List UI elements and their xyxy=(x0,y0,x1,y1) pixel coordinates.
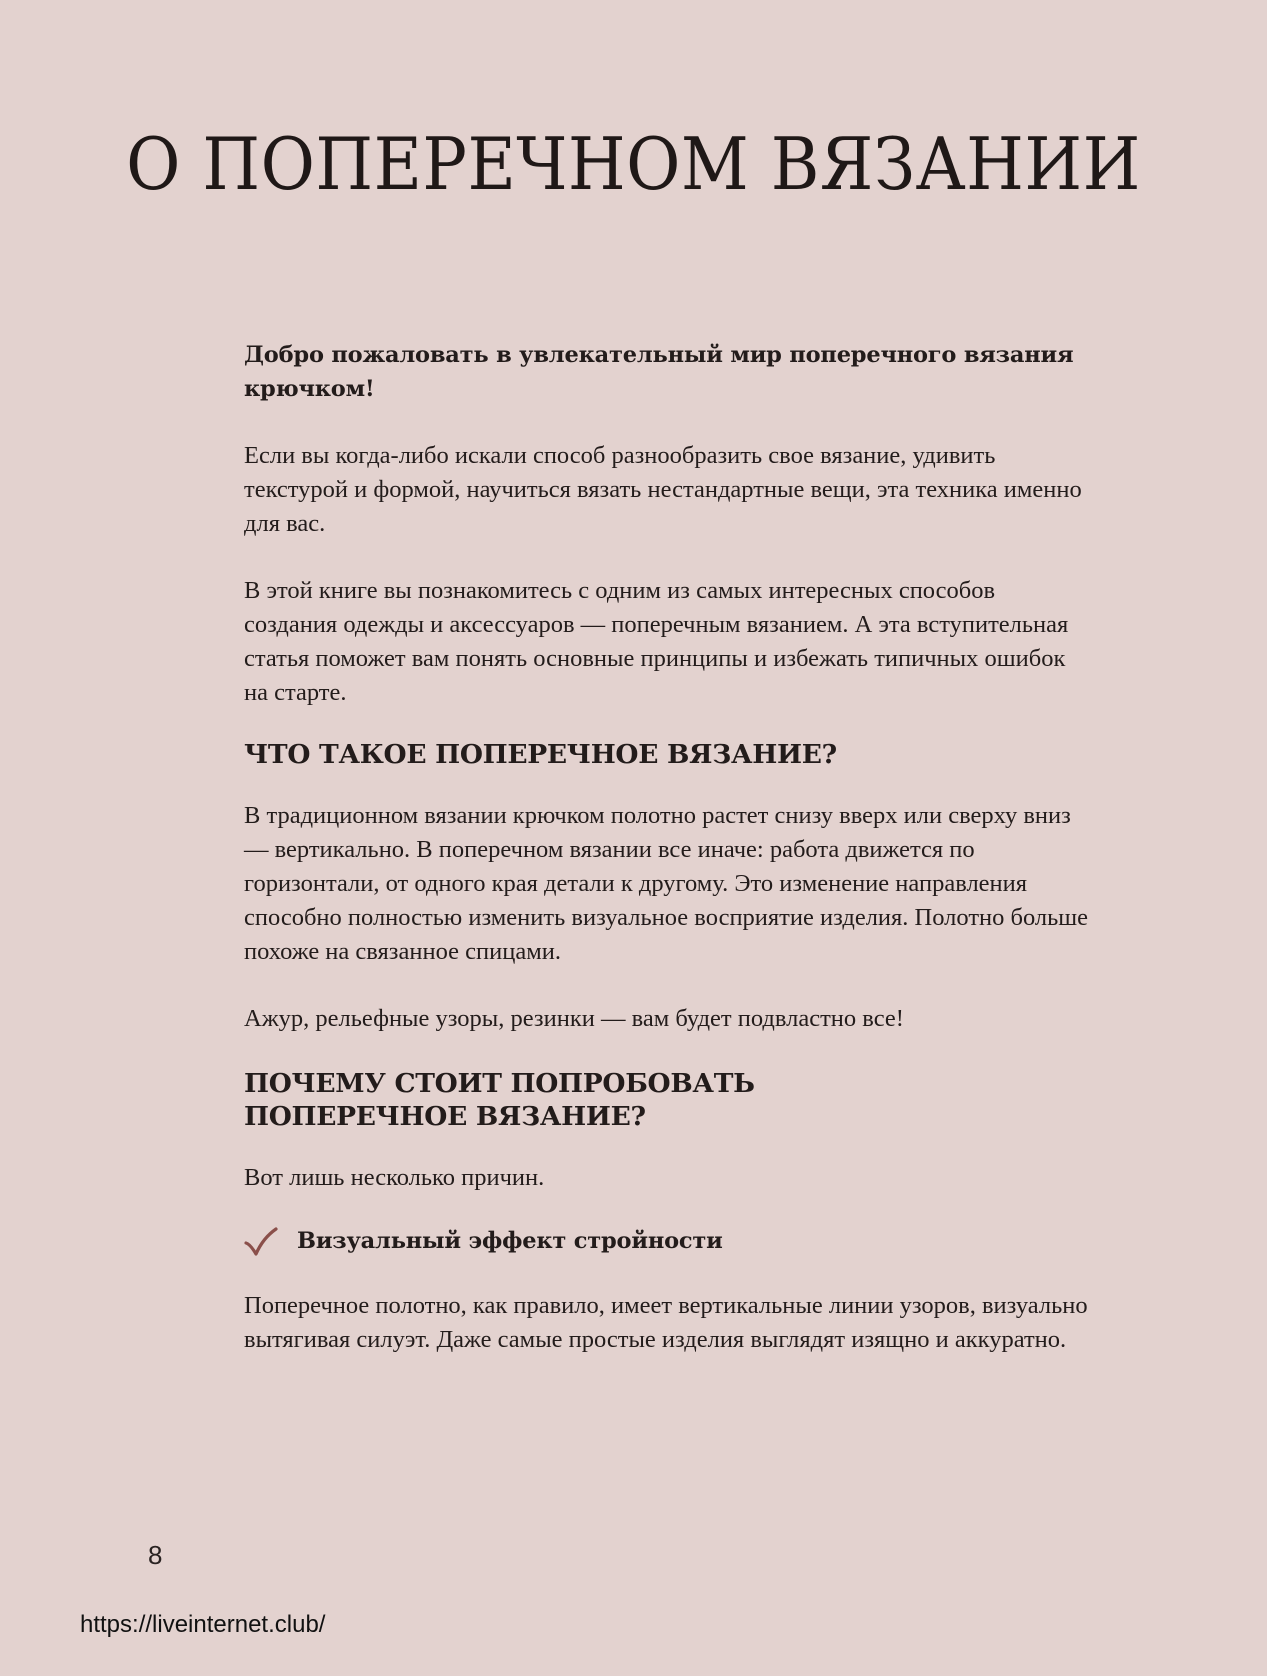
section-heading-why-try-line-2: ПОПЕРЕЧНОЕ ВЯЗАНИЕ? xyxy=(244,1101,646,1132)
section2-lead: Вот лишь несколько причин. xyxy=(244,1164,545,1191)
article-body xyxy=(244,338,1094,1357)
section1-paragraph-2: Ажур, рельефные узоры, резинки — вам будет подвластно все! xyxy=(244,1005,904,1032)
reason-title: Визуальный эффект стройности xyxy=(297,1228,723,1254)
reason-text: Поперечное полотно, как правило, имеет вертикальные линии узоров, визуально вытягивая силуэт. Даже самые простые изделия выглядят изящно и аккуратно. xyxy=(244,1292,1088,1353)
section-heading-why-try-line-1: ПОЧЕМУ СТОИТ ПОПРОБОВАТЬ xyxy=(244,1068,755,1099)
section1-paragraph-1: В традиционном вязании крючком полотно растет снизу вверх или сверху вниз — вертикально. В поперечном вязании все иначе: работа движется по горизонтали, от одного края детали к другому. Это изменение направления способно полностью изменить визуальное восприятие изделия. Полотно больше похоже на связанное спицами. xyxy=(244,802,1089,965)
intro-greeting: Добро пожаловать в увлекательный мир поперечного вязания крючком! xyxy=(244,342,1074,402)
section-heading-what-is: ЧТО ТАКОЕ ПОПЕРЕЧНОЕ ВЯЗАНИЕ? xyxy=(244,739,837,770)
intro-paragraph-2: В этой книге вы познакомитесь с одним из самых интересных способов создания одежды и аксессуаров — поперечным вязанием. А эта вступительная статья поможет вам понять основные принципы и избежать типичных ошибок на старте. xyxy=(244,577,1069,706)
page-title: О ПОПЕРЕЧНОМ ВЯЗАНИИ xyxy=(126,122,1141,206)
intro-paragraph-1: Если вы когда-либо искали способ разнообразить свое вязание, удивить текстурой и формой, научиться вязать нестандартные вещи, эта техника именно для вас. xyxy=(244,442,1082,537)
source-url[interactable]: https://liveinternet.club/ xyxy=(80,1611,326,1638)
section-heading-why-try xyxy=(244,1067,1094,1133)
reason-item xyxy=(244,1221,1094,1261)
page-number: 8 xyxy=(148,1540,163,1570)
checkmark-icon xyxy=(244,1224,278,1258)
